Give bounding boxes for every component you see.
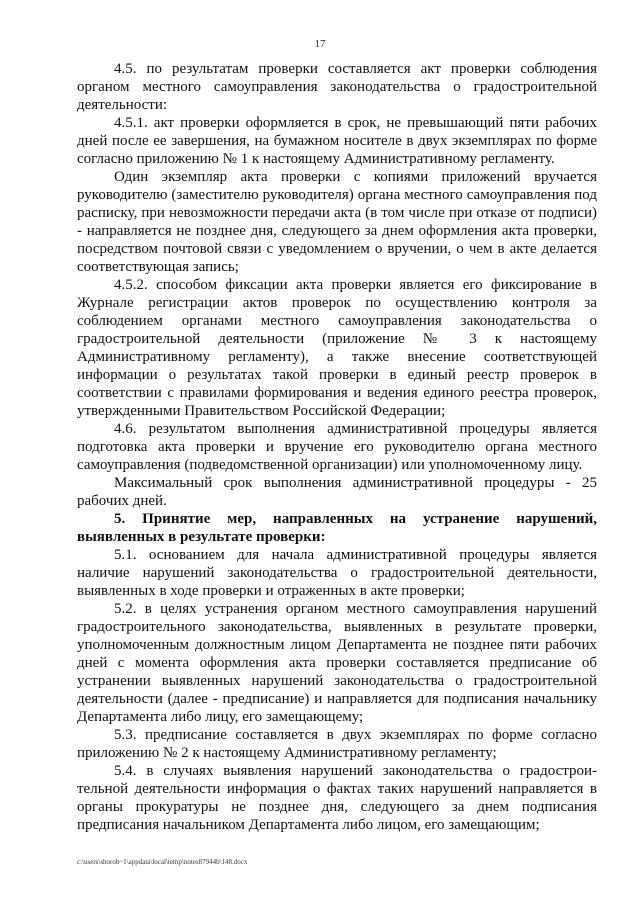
section-5-heading: 5. Принятие мер, направленных на устранение нарушений, выявленных в результате проверки:	[77, 511, 597, 545]
paragraph-5-3: 5.3. предписание составляется в двух экземплярах по форме согласно приложению № 2 к настоящему Административному регламенту;	[77, 727, 597, 761]
paragraph-4-5: 4.5. по результатам проверки составляется акт проверки соблюдения органом местного самоуправления законодательства о градостроительной деятельности:	[77, 61, 597, 113]
paragraph-act-delivery: Один экземпляр акта проверки с копиями приложений вручается руководителю (заместителю руководителя) органа местного самоуправления под расписку, при невозможности передачи акта (в том числе при отказе от подписи) - направляется не позднее дня, следующего за днем оформления акта проверки, посредством почтовой связи с уведомлением о вручении, о чем в акте делается соответствующая запись;	[77, 169, 597, 275]
paragraph-5-2: 5.2. в целях устранения органом местного самоуправления нарушений градостроительного законодательства, выявленных в результате проверки, уполномоченным должностным лицом Департамента не позднее пяти рабочих дней с момента оформления акта проверки составляется предписание об устранении выявленных нарушений законодательства о градостроительной деятельности (далее - предписание) и направляется для подписания начальнику Департамента либо лицу, его замещающему;	[77, 601, 597, 725]
paragraph-5-1: 5.1. основанием для начала административной процедуры является наличие нарушений законодательства о градостроительной деятельности, выявленных в ходе проверки и отраженных в акте проверки;	[77, 547, 597, 599]
page-number: 17	[314, 38, 326, 50]
paragraph-5-4: 5.4. в случаях выявления нарушений законодательства о градострои-тельной деятельности информация о фактах таких нарушений направляется в органы прокуратуры не позднее дня, следующего за днем подписания предписания начальником Департамента либо лицом, его замещающим;	[77, 763, 597, 833]
document-body	[77, 60, 597, 834]
footer-file-path: c:\users\shorob~1\appdata\local\temp\notes87944b\148.docx	[77, 858, 248, 866]
paragraph-4-5-2: 4.5.2. способом фиксации акта проверки является его фиксирование в Журнале регистрации актов проверок по осуществлению контроля за соблюдением органами местного самоуправления законодательства о градостроительной деятельности (приложение № 3 к настоящему Административному регламенту), а также внесение соответствующей информации о результатах такой проверки в единый реестр проверок в соответствии с правилами формирования и ведения единого реестра проверок, утвержденными Правительством Российской Федерации;	[77, 277, 597, 419]
paragraph-4-6: 4.6. результатом выполнения административной процедуры является подготовка акта проверки и вручение его руководителю органа местного самоуправления (подведомственной организации) или уполномоченному лицу.	[77, 421, 597, 473]
paragraph-4-5-1: 4.5.1. акт проверки оформляется в срок, не превышающий пяти рабочих дней после ее завершения, на бумажном носителе в двух экземплярах по форме согласно приложению № 1 к настоящему Административному регламенту.	[77, 115, 597, 167]
paragraph-max-term: Максимальный срок выполнения административной процедуры - 25 рабочих дней.	[77, 475, 597, 509]
